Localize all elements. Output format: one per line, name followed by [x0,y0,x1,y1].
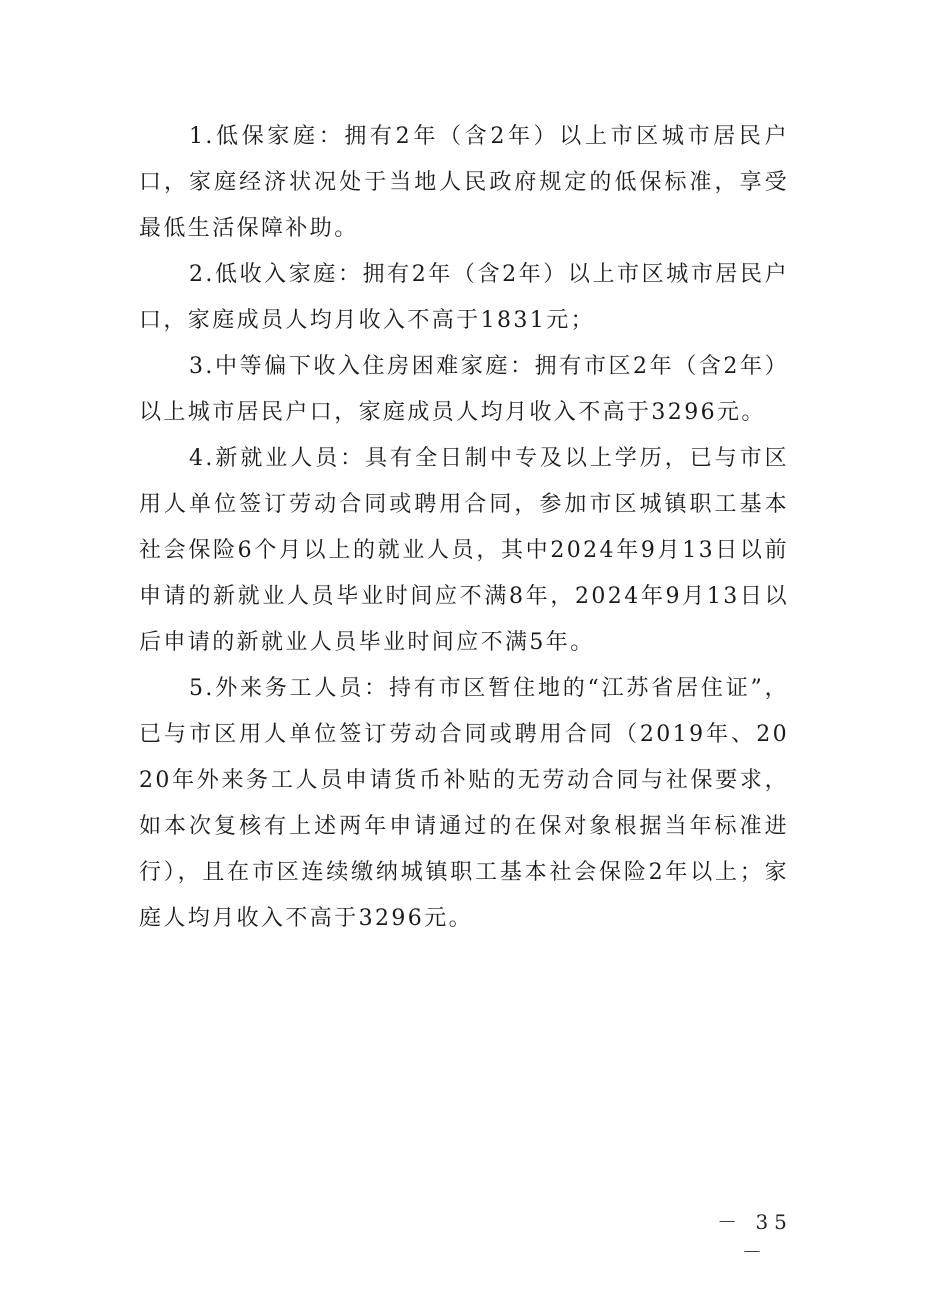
page-number: － 35 － [717,1210,793,1264]
paragraph-migrant-workers: 5.外来务工人员：持有市区暂住地的“江苏省居住证”，已与市区用人单位签订劳动合同或聘用合同（2019年、2020年外来务工人员申请货币补贴的无劳动合同与社保要求，如本次复核有上述两年申请通过的在保对象根据当年标准进行），且在市区连续缴纳城镇职工基本社会保险2年以上；家庭人均月收入不高于3296元。 [139,676,789,931]
paragraph-new-employees: 4.新就业人员：具有全日制中专及以上学历，已与市区用人单位签订劳动合同或聘用合同，参加市区城镇职工基本社会保险6个月以上的就业人员，其中2024年9月13日以前申请的新就业人员毕业时间应不满8年，2024年9月13日以后申请的新就业人员毕业时间应不满5年。 [139,446,789,655]
document-body [139,114,789,942]
paragraph-low-income-family: 2.低收入家庭：拥有2年（含2年）以上市区城市居民户口，家庭成员人均月收入不高于1831元； [139,262,789,333]
paragraph-middle-lower-income-family: 3.中等偏下收入住房困难家庭：拥有市区2年（含2年）以上城市居民户口，家庭成员人均月收入不高于3296元。 [139,354,789,425]
paragraph-low-income-guarantee-family: 1.低保家庭：拥有2年（含2年）以上市区城市居民户口，家庭经济状况处于当地人民政府规定的低保标准，享受最低生活保障补助。 [139,124,789,241]
